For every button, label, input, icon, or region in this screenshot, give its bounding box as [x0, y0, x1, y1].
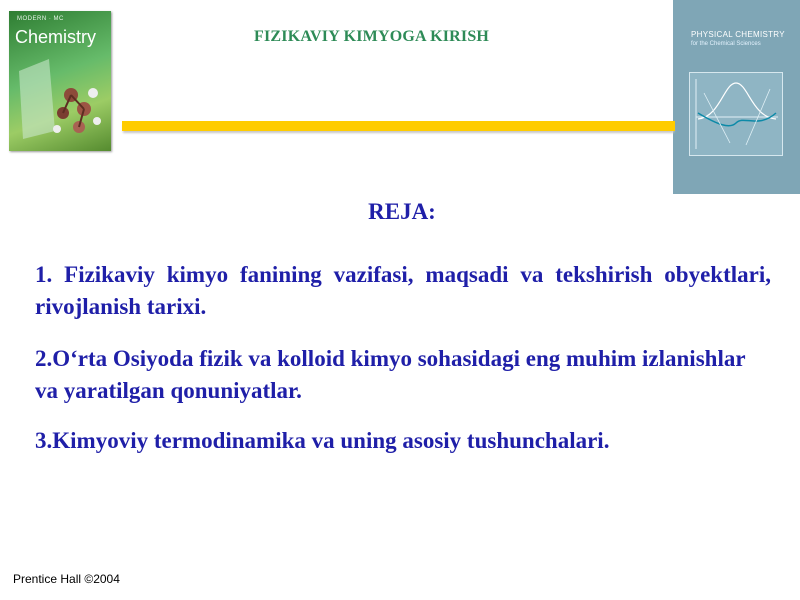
chemistry-book-cover-image	[9, 11, 111, 151]
plan-item-2: 2.O‘rta Osiyoda fizik va kolloid kimyo sohasidagi eng muhim izlanishlar va yaratilgan qonuniyatlar.	[35, 346, 746, 403]
book-title-text: Chemistry	[15, 27, 97, 47]
book-series-text: MODERN · MC	[17, 16, 64, 22]
plan-item-3: 3.Kimyoviy termodinamika va uning asosiy tushunchalari.	[35, 428, 610, 453]
cover-graph-panel	[689, 72, 783, 156]
plan-item-1: 1. Fizikaviy kimyo fanining vazifasi, maqsadi va tekshirish obyektlari, rivojlanish tarixi.	[35, 262, 771, 319]
cover-curves-graphic	[690, 73, 782, 155]
book-title-text: PHYSICAL CHEMISTRY	[691, 30, 785, 39]
molecule-illustration	[9, 11, 111, 151]
plan-heading: REJA:	[368, 199, 436, 224]
copyright-footer: Prentice Hall ©2004	[13, 572, 120, 586]
page-title: FIZIKAVIY KIMYOGA KIRISH	[254, 28, 490, 45]
physical-chemistry-book-cover-image	[673, 0, 800, 194]
title-divider-bar	[122, 121, 675, 131]
book-subtitle-text: for the Chemical Sciences	[691, 41, 761, 47]
